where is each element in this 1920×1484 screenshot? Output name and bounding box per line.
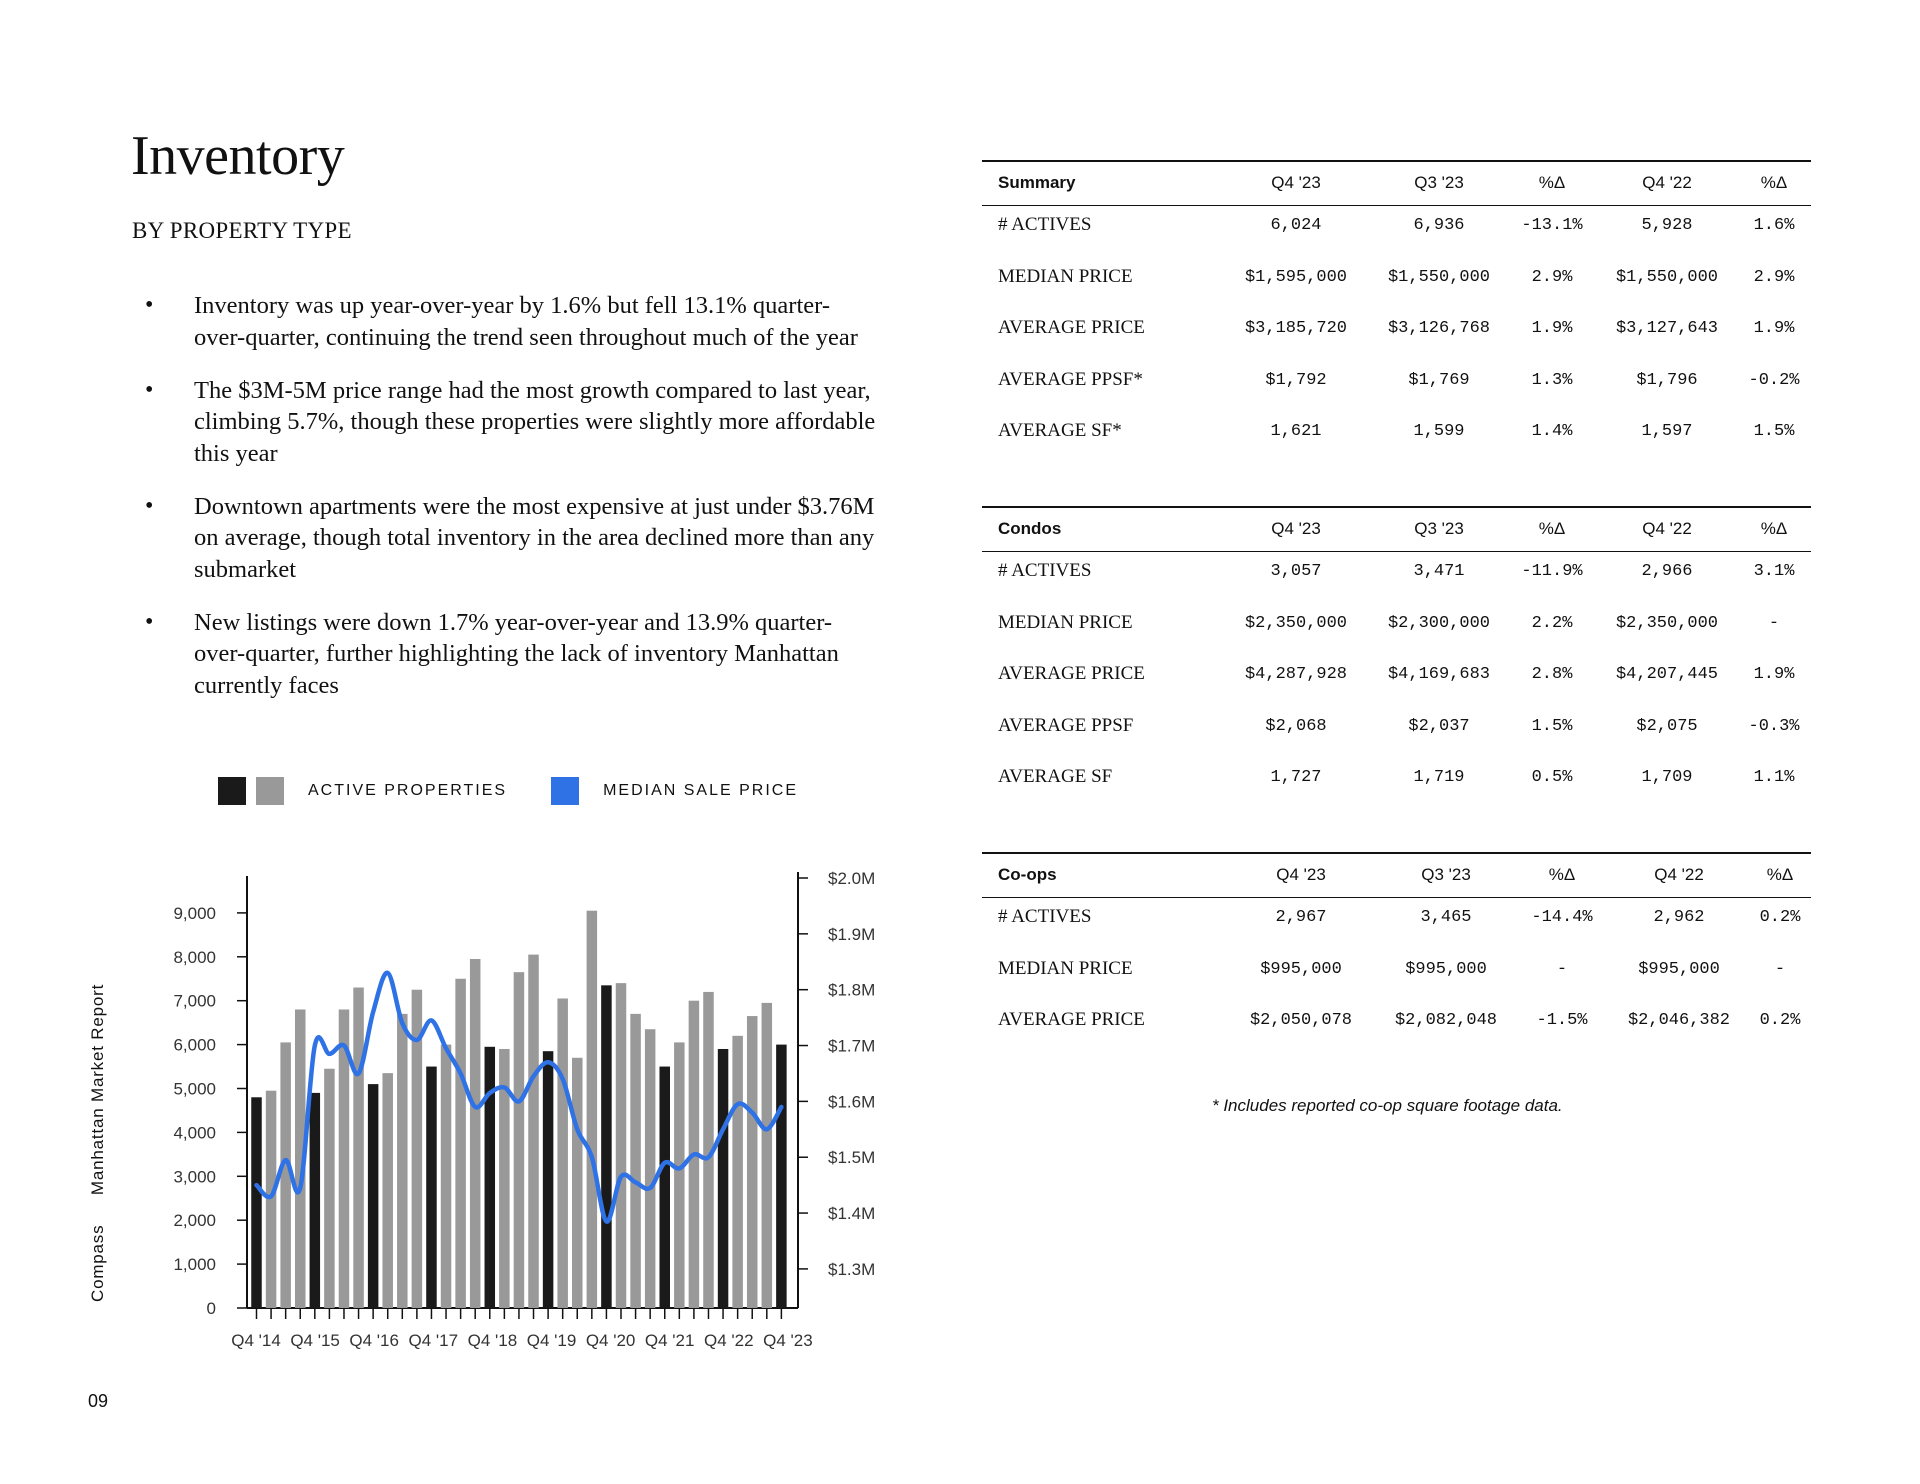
- bullet-dot: •: [145, 292, 154, 318]
- active-properties-bar: [601, 985, 612, 1308]
- table-cell: 1,621: [1270, 422, 1322, 441]
- x-tick-label: Q4 '23: [763, 1331, 813, 1350]
- brand-label: Compass: [88, 1224, 107, 1302]
- table-cell: $4,287,928: [1244, 665, 1348, 684]
- table-cell: $1,792: [1265, 370, 1327, 390]
- column-header: Q3 '23: [1414, 519, 1464, 538]
- table-cell: 1.1%: [1753, 768, 1795, 787]
- table-cell: 1,727: [1270, 768, 1322, 787]
- active-properties-bar: [747, 1016, 758, 1308]
- active-properties-bar: [557, 999, 568, 1308]
- table-cell: -: [1774, 959, 1786, 979]
- table-cell: -11.9%: [1521, 562, 1583, 581]
- table-cell: $2,350,000: [1615, 613, 1719, 633]
- table-row: [982, 309, 1811, 361]
- table-cell: $3,185,720: [1244, 319, 1348, 338]
- row-label: # ACTIVES: [998, 560, 1092, 581]
- column-header: Q3 '23: [1421, 865, 1471, 884]
- table-cell: 1,709: [1641, 768, 1693, 787]
- table-row: [982, 758, 1811, 810]
- table-cell: $2,075: [1636, 716, 1698, 736]
- left-tick-label: 2,000: [173, 1211, 216, 1231]
- page-subtitle: BY PROPERTY TYPE: [132, 218, 352, 243]
- column-header: Q4 '23: [1271, 519, 1321, 538]
- column-header: %Δ: [1766, 865, 1794, 884]
- table-cell: 1,719: [1413, 768, 1465, 787]
- table-cell: -0.3%: [1748, 716, 1800, 736]
- table-cell: 2,966: [1641, 562, 1693, 581]
- row-label: AVERAGE SF: [998, 766, 1113, 787]
- left-tick-label: 8,000: [173, 947, 216, 967]
- right-tick-label: $1.8M: [828, 980, 876, 1000]
- table-cell: 2.9%: [1531, 267, 1573, 287]
- active-properties-bar: [353, 988, 364, 1308]
- left-tick-label: 3,000: [173, 1167, 216, 1187]
- table-cell: $3,127,643: [1615, 319, 1719, 338]
- column-header: Q3 '23: [1414, 173, 1464, 192]
- legend-label-active: ACTIVE PROPERTIES: [308, 782, 508, 799]
- active-properties-bar: [514, 972, 525, 1308]
- table-title: Condos: [998, 519, 1062, 538]
- table-cell: 2.9%: [1753, 267, 1795, 287]
- table-row: [982, 604, 1811, 656]
- table-cell: -0.2%: [1748, 370, 1800, 390]
- active-properties-bar: [659, 1067, 670, 1308]
- left-tick-label: 7,000: [173, 991, 216, 1011]
- table-header: [982, 160, 1811, 206]
- bullet-dot: •: [145, 376, 154, 403]
- active-properties-bar: [266, 1091, 277, 1308]
- table-cell: $1,796: [1636, 370, 1698, 390]
- table-cell: $995,000: [1260, 959, 1342, 979]
- table-cell: $2,068: [1265, 716, 1327, 736]
- column-header: Q4 '22: [1642, 173, 1692, 192]
- page-title: Inventory: [131, 125, 345, 187]
- active-properties-bar: [324, 1069, 335, 1308]
- table-cell: -14.4%: [1531, 908, 1593, 927]
- left-tick-label: 9,000: [173, 903, 216, 923]
- table-cell: 1.5%: [1753, 422, 1795, 441]
- column-header: Q4 '22: [1654, 865, 1704, 884]
- footnote: * Includes reported co-op square footage data.: [1212, 1096, 1563, 1115]
- table-cell: -13.1%: [1521, 216, 1583, 235]
- active-properties-bar: [674, 1042, 685, 1308]
- x-tick-label: Q4 '21: [644, 1331, 695, 1350]
- active-properties-bar: [630, 1014, 641, 1308]
- table-cell: $2,046,382: [1627, 1011, 1731, 1030]
- bullet-text: Inventory was up year-over-year by 1.6% but fell 13.1% quarter-over-quarter, continuing the trend seen throughout much of the year: [194, 292, 858, 351]
- table-title: Summary: [998, 173, 1076, 192]
- table-cell: 2,962: [1653, 908, 1705, 927]
- column-header: %Δ: [1538, 173, 1566, 192]
- row-label: AVERAGE PPSF: [998, 714, 1134, 736]
- table-cell: $4,207,445: [1615, 665, 1719, 684]
- active-properties-bar: [732, 1036, 743, 1308]
- table-cell: 3,057: [1270, 562, 1322, 581]
- table-cell: $4,169,683: [1387, 665, 1491, 684]
- table-row: [982, 361, 1811, 413]
- active-properties-bar: [251, 1097, 262, 1308]
- left-tick-label: 6,000: [173, 1035, 216, 1055]
- table-cell: $995,000: [1638, 959, 1720, 979]
- row-label: MEDIAN PRICE: [998, 265, 1133, 287]
- legend-label-median: MEDIAN SALE PRICE: [603, 782, 799, 799]
- active-properties-bar: [426, 1067, 437, 1308]
- table-body: [982, 552, 1811, 810]
- left-tick-label: 4,000: [173, 1123, 216, 1143]
- right-tick-label: $1.9M: [828, 924, 876, 944]
- active-properties-bar: [543, 1051, 554, 1308]
- table-title: Co-ops: [998, 865, 1057, 884]
- active-properties-bar: [470, 959, 481, 1308]
- table-cell: 1.5%: [1531, 716, 1573, 736]
- row-label: # ACTIVES: [998, 906, 1092, 927]
- x-tick-label: Q4 '19: [526, 1331, 577, 1350]
- active-properties-bar: [382, 1073, 393, 1308]
- table-cell: 0.5%: [1531, 768, 1573, 787]
- x-tick-label: Q4 '20: [585, 1331, 636, 1350]
- active-properties-bar: [441, 1045, 452, 1308]
- table-cell: 2.2%: [1531, 613, 1573, 633]
- table-row: [982, 412, 1811, 464]
- bullet-text: Downtown apartments were the most expensive at just under $3.76M on average, though total inventory in the area declined more than any submarket: [194, 492, 875, 583]
- table-cell: 1,599: [1413, 422, 1465, 441]
- x-tick-label: Q4 '18: [467, 1331, 518, 1350]
- x-tick-label: Q4 '22: [704, 1331, 754, 1350]
- x-tick-label: Q4 '15: [290, 1331, 340, 1350]
- table-row: [982, 1001, 1811, 1053]
- left-tick-label: 5,000: [173, 1079, 216, 1099]
- x-tick-label: Q4 '14: [231, 1331, 281, 1350]
- active-properties-bar: [310, 1093, 321, 1308]
- report-label: Manhattan Market Report: [88, 983, 107, 1196]
- column-header: Q4 '23: [1276, 865, 1326, 884]
- coops-table: [982, 852, 1811, 1053]
- table-cell: 0.2%: [1759, 908, 1801, 927]
- table-cell: 3.1%: [1753, 562, 1795, 581]
- table-header: [982, 852, 1811, 898]
- active-properties-bar: [455, 979, 466, 1308]
- column-header: %Δ: [1548, 865, 1576, 884]
- table-cell: -: [1556, 959, 1568, 979]
- row-label: AVERAGE PRICE: [998, 317, 1145, 338]
- table-cell: $1,550,000: [1615, 267, 1719, 287]
- right-tick-label: $2.0M: [828, 869, 876, 888]
- active-properties-bar: [718, 1049, 729, 1308]
- bullet-text: The $3M-5M price range had the most growth compared to last year, climbing 5.7%, though these properties were slightly more affordable this year: [194, 376, 876, 467]
- active-properties-bar: [645, 1029, 656, 1308]
- bullet-dot: •: [145, 608, 154, 635]
- table-cell: 3,465: [1420, 908, 1472, 927]
- active-properties-bar: [587, 911, 598, 1308]
- table-body: [982, 898, 1811, 1053]
- column-header: %Δ: [1538, 519, 1566, 538]
- table-cell: 1.4%: [1531, 422, 1573, 441]
- condos-table: [982, 506, 1811, 810]
- table-row: [982, 950, 1811, 1002]
- left-tick-label: 0: [206, 1299, 216, 1318]
- active-properties-bar: [485, 1047, 496, 1308]
- table-cell: 1.9%: [1753, 319, 1795, 338]
- table-cell: $1,769: [1408, 370, 1470, 390]
- row-label: AVERAGE PRICE: [998, 1009, 1145, 1030]
- table-row: [982, 552, 1811, 604]
- table-cell: -: [1768, 613, 1780, 633]
- active-properties-bar: [776, 1045, 787, 1308]
- row-label: MEDIAN PRICE: [998, 957, 1133, 979]
- row-label: # ACTIVES: [998, 214, 1092, 235]
- table-cell: $2,037: [1408, 716, 1470, 736]
- row-label: AVERAGE PPSF*: [998, 368, 1143, 390]
- x-tick-label: Q4 '17: [408, 1331, 459, 1350]
- active-properties-bar: [762, 1003, 773, 1308]
- active-properties-bar: [368, 1084, 379, 1308]
- bullet-dot: •: [145, 492, 154, 519]
- table-cell: 2.8%: [1531, 665, 1573, 684]
- column-header: Q4 '22: [1642, 519, 1692, 538]
- table-cell: 6,024: [1270, 216, 1322, 235]
- table-cell: 0.2%: [1759, 1011, 1801, 1030]
- summary-table: [982, 160, 1811, 464]
- table-cell: -1.5%: [1536, 1011, 1588, 1030]
- inventory-chart: [0, 0, 900, 1400]
- table-body: [982, 206, 1811, 464]
- table-cell: $2,082,048: [1394, 1011, 1498, 1030]
- table-cell: $2,350,000: [1244, 613, 1348, 633]
- right-tick-label: $1.7M: [828, 1036, 876, 1056]
- active-properties-bar: [572, 1058, 583, 1308]
- table-header: [982, 506, 1811, 552]
- table-row: [982, 655, 1811, 707]
- table-cell: 1.6%: [1753, 216, 1795, 235]
- left-tick-label: 1,000: [173, 1255, 216, 1275]
- table-cell: $1,550,000: [1387, 267, 1491, 287]
- table-cell: $1,595,000: [1244, 267, 1348, 287]
- table-cell: 5,928: [1641, 216, 1693, 235]
- right-tick-label: $1.3M: [828, 1259, 876, 1279]
- side-label: [88, 960, 108, 1302]
- table-row: [982, 898, 1811, 950]
- bullet-text: New listings were down 1.7% year-over-year and 13.9% quarter-over-quarter, further highlighting the lack of inventory Manhattan currently faces: [194, 608, 839, 699]
- column-header: Q4 '23: [1271, 173, 1321, 192]
- row-label: AVERAGE PRICE: [998, 663, 1145, 684]
- table-cell: 1,597: [1641, 422, 1693, 441]
- right-tick-label: $1.5M: [828, 1148, 876, 1168]
- table-cell: $995,000: [1405, 959, 1487, 979]
- active-properties-bar: [616, 983, 627, 1308]
- active-properties-bar: [397, 1014, 408, 1308]
- x-tick-label: Q4 '16: [349, 1331, 399, 1350]
- table-cell: 3,471: [1413, 562, 1465, 581]
- table-cell: $3,126,768: [1387, 319, 1491, 338]
- table-cell: 6,936: [1413, 216, 1465, 235]
- table-row: [982, 206, 1811, 258]
- table-cell: 1.3%: [1531, 370, 1573, 390]
- table-cell: 2,967: [1275, 908, 1327, 927]
- table-cell: 1.9%: [1531, 319, 1573, 338]
- row-label: AVERAGE SF*: [998, 420, 1122, 441]
- page-number: 09: [88, 1391, 109, 1411]
- column-header: %Δ: [1760, 173, 1788, 192]
- active-properties-bar: [528, 955, 539, 1308]
- right-tick-label: $1.4M: [828, 1204, 876, 1224]
- table-cell: 1.9%: [1753, 665, 1795, 684]
- table-row: [982, 707, 1811, 759]
- column-header: %Δ: [1760, 519, 1788, 538]
- table-cell: $2,050,078: [1249, 1011, 1353, 1030]
- right-tick-label: $1.6M: [828, 1092, 876, 1112]
- table-row: [982, 258, 1811, 310]
- row-label: MEDIAN PRICE: [998, 611, 1133, 633]
- table-cell: $2,300,000: [1387, 613, 1491, 633]
